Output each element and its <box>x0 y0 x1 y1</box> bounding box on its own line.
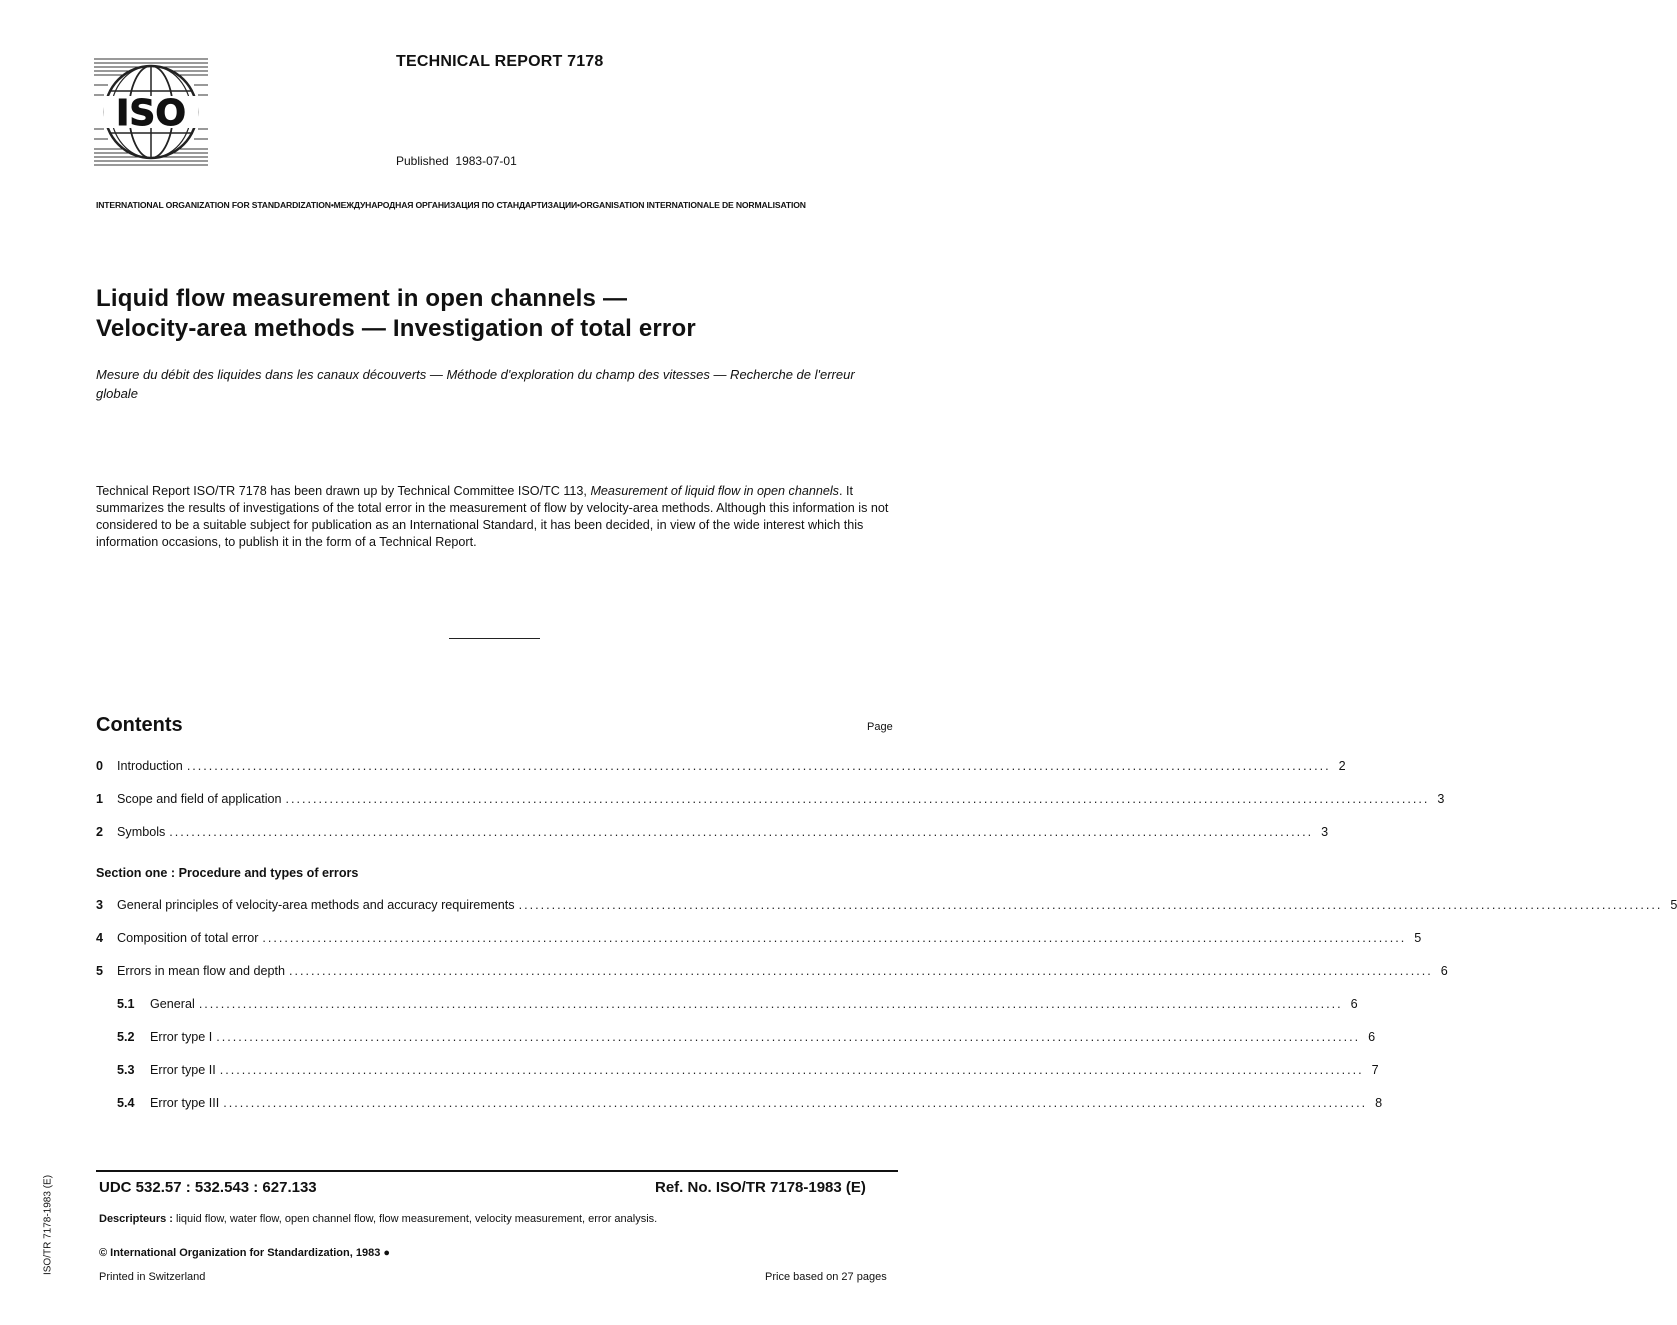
toc-subitem[interactable] <box>117 1063 1379 1081</box>
title-line-1: Liquid flow measurement in open channels — <box>96 285 628 312</box>
copyright: © International Organization for Standardization, 1983 ● <box>99 1247 391 1259</box>
side-document-code <box>38 1160 58 1290</box>
published-date: 1983-07-01 <box>455 154 517 168</box>
toc-leader: ................................................................................................................................................................................................................ <box>198 997 1343 1011</box>
toc-number: 0 <box>96 759 104 773</box>
toc-page: 5 <box>1414 931 1422 945</box>
reference-number: Ref. No. ISO/TR 7178-1983 (E) <box>655 1179 866 1196</box>
toc-leader: ................................................................................................................................................................................................................ <box>219 1063 1364 1077</box>
toc-subitem[interactable] <box>117 997 1358 1015</box>
toc-page: 7 <box>1371 1063 1379 1077</box>
toc-page: 6 <box>1368 1030 1376 1044</box>
title-line-2: Velocity-area methods — Investigation of total error <box>96 315 696 342</box>
printed-in: Printed in Switzerland <box>99 1271 206 1283</box>
toc-page: 6 <box>1440 964 1448 978</box>
toc-number: 5.1 <box>117 997 135 1011</box>
intro-text-1: Technical Report ISO/TR 7178 has been drawn up by Technical Committee ISO/TC 113, <box>96 484 591 498</box>
toc-leader: ................................................................................................................................................................................................................ <box>186 759 1331 773</box>
toc-page: 2 <box>1338 759 1346 773</box>
toc-number: 1 <box>96 792 104 806</box>
toc-number: 5.3 <box>117 1063 135 1077</box>
iso-logo <box>94 55 208 169</box>
toc-subitem[interactable] <box>117 1030 1376 1048</box>
document-title <box>96 284 696 344</box>
footer-rule <box>96 1170 898 1172</box>
toc-number: 4 <box>96 931 104 945</box>
intro-text-2: . It summarizes the results of investigations of the total error in the measurement of flow by velocity-area methods. Although this information is not considered to be a suitable subject for publication as an International Standard, it has been decided, in view of the wide interest which this information occasions, to publish it in the form of a Technical Report. <box>96 484 889 549</box>
toc-item[interactable] <box>96 792 1445 810</box>
toc-subitem[interactable] <box>117 1096 1383 1114</box>
toc-number: 2 <box>96 825 104 839</box>
descriptors <box>99 1213 657 1225</box>
toc-item[interactable] <box>96 759 1346 777</box>
toc-title: Introduction <box>117 759 183 773</box>
toc-page: 6 <box>1350 997 1358 1011</box>
toc-title: Errors in mean flow and depth <box>117 964 286 978</box>
toc-title: Scope and field of application <box>117 792 282 806</box>
toc-page: 3 <box>1437 792 1445 806</box>
toc-title: Error type II <box>150 1063 216 1077</box>
intro-paragraph <box>96 483 896 551</box>
report-title: TECHNICAL REPORT 7178 <box>396 53 604 70</box>
organization-line: INTERNATIONAL ORGANIZATION FOR STANDARDIZATION•МЕЖДУНАРОДНАЯ ОРГАНИЗАЦИЯ ПО СТАНДАРТИЗАЦИИ•ORGANISATION INTERNATIONALE DE NORMALISATION <box>96 200 806 210</box>
toc-number: 5.4 <box>117 1096 135 1110</box>
toc-leader: ................................................................................................................................................................................................................ <box>518 898 1663 912</box>
descriptors-label: Descripteurs : <box>99 1213 173 1225</box>
toc-item[interactable] <box>96 931 1422 949</box>
toc-title: Error type I <box>150 1030 213 1044</box>
toc-item[interactable] <box>96 964 1448 982</box>
toc-item[interactable] <box>96 825 1329 843</box>
toc-title: Composition of total error <box>117 931 259 945</box>
toc-number: 5 <box>96 964 104 978</box>
toc-number: 5.2 <box>117 1030 135 1044</box>
toc-leader: ................................................................................................................................................................................................................ <box>289 964 1433 978</box>
price-note: Price based on 27 pages <box>765 1271 887 1283</box>
side-code-text: ISO/TR 7178-1983 (E) <box>42 1174 54 1276</box>
toc-title: General <box>150 997 195 1011</box>
section-heading: Section one : Procedure and types of errors <box>96 866 359 880</box>
toc-item[interactable] <box>96 898 1677 916</box>
toc-title: General principles of velocity-area methods and accuracy requirements <box>117 898 515 912</box>
intro-italic: Measurement of liquid flow in open channels <box>590 484 839 498</box>
toc-page: 8 <box>1375 1096 1383 1110</box>
divider <box>449 638 540 639</box>
descriptors-text: liquid flow, water flow, open channel flow, flow measurement, velocity measurement, error analysis. <box>176 1213 658 1225</box>
toc-title: Symbols <box>117 825 166 839</box>
udc-code: UDC 532.57 : 532.543 : 627.133 <box>99 1179 317 1196</box>
toc-leader: ................................................................................................................................................................................................................ <box>285 792 1430 806</box>
toc-page: 3 <box>1321 825 1329 839</box>
toc-leader: ................................................................................................................................................................................................................ <box>169 825 1314 839</box>
logo-text: ISO <box>116 93 186 134</box>
published-label: Published <box>396 154 449 168</box>
toc-leader: ................................................................................................................................................................................................................ <box>262 931 1407 945</box>
published-line <box>396 154 517 168</box>
contents-heading: Contents <box>96 714 183 736</box>
toc-number: 3 <box>96 898 104 912</box>
toc-title: Error type III <box>150 1096 220 1110</box>
toc-page: 5 <box>1670 898 1677 912</box>
page-column-heading: Page <box>867 721 893 733</box>
toc-leader: ................................................................................................................................................................................................................ <box>223 1096 1368 1110</box>
toc-leader: ................................................................................................................................................................................................................ <box>216 1030 1361 1044</box>
french-title: Mesure du débit des liquides dans les canaux découverts — Méthode d'exploration du champ des vitesses — Recherche de l'erreur globale <box>96 367 855 401</box>
